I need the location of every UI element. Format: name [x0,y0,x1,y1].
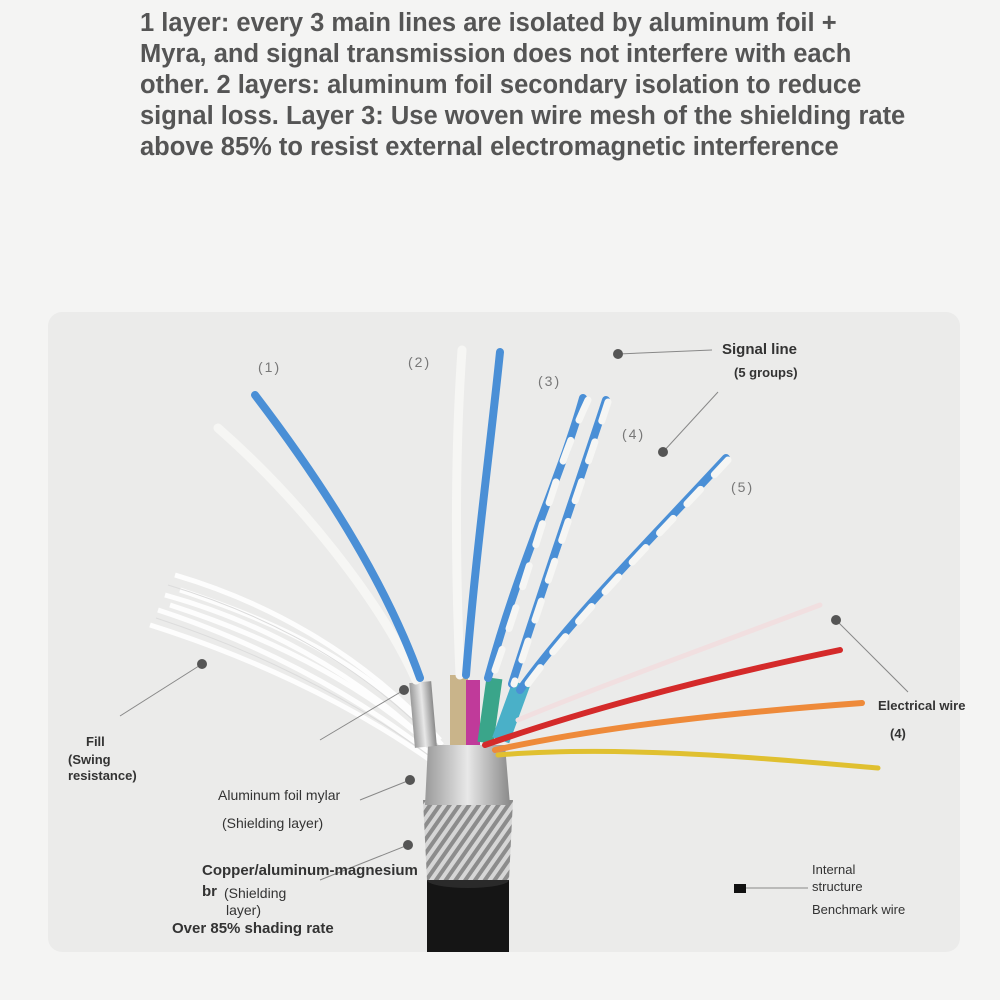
shading-rate-label: Over 85% shading rate [172,920,334,937]
braid-shield [423,800,513,880]
fill-label-line3: resistance) [68,768,137,783]
legend-line-1: Internal [812,862,856,877]
legend-line-2: structure [812,879,863,894]
group-number-1: (1) [258,359,282,375]
braid-sublabel-1: (Shielding [224,885,287,901]
benchmark-marker-icon [734,884,746,893]
legend-line-3: Benchmark wire [812,902,906,917]
foil-label: Aluminum foil mylar [218,787,341,803]
braid-label-prefix: br [202,883,217,900]
foil-sublabel: (Shielding layer) [222,815,324,831]
group-number-3: (3) [538,373,562,389]
group-number-4: (4) [622,426,646,442]
braid-sublabel-2: layer) [226,902,262,918]
heading-line-1: 1 layer: every 3 main lines are isolated by aluminum foil + [140,9,837,37]
group-number-5: (5) [731,479,755,495]
fill-fibers [150,575,442,760]
electrical-wire-count: (4) [890,726,906,741]
signal-line-groups: (5 groups) [734,365,798,380]
heading-line-4: signal loss. Layer 3: Use woven wire mesh of the shielding rate [140,102,906,130]
fill-label: Fill [86,734,105,749]
outer-jacket [427,880,509,952]
heading-line-5: above 85% to resist external electromagnetic interference [140,133,839,161]
signal-line-label: Signal line [722,341,798,358]
heading-line-3: other. 2 layers: aluminum foil secondary isolation to reduce [140,71,862,99]
group-number-2: (2) [408,354,432,370]
electrical-wire-label: Electrical wire [878,698,966,713]
heading-line-2: Myra, and signal transmission does not interfere with each [140,40,852,68]
braid-label: Copper/aluminum-magnesium [202,862,418,879]
fill-label-line2: (Swing [68,752,111,767]
